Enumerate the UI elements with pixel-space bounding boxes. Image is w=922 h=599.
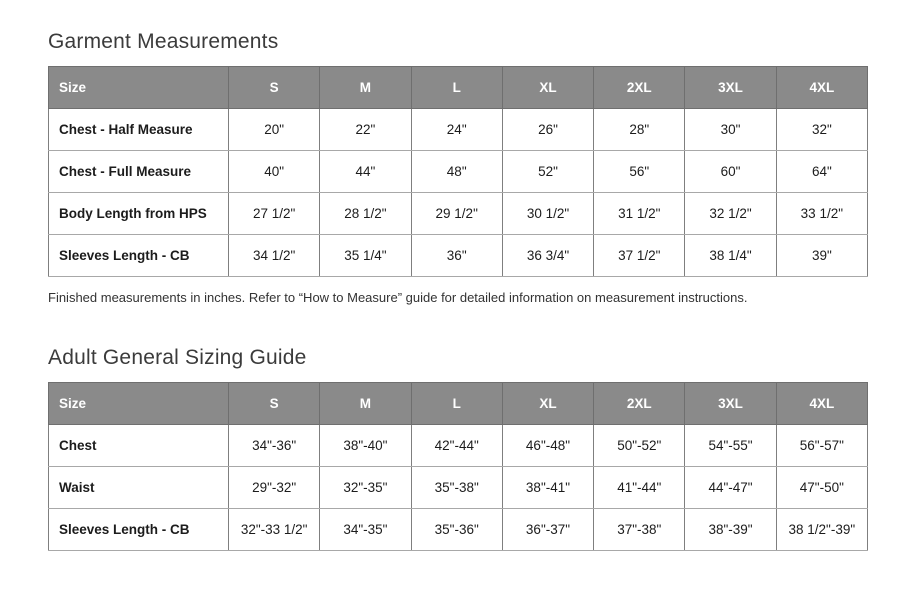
measurement-cell: 34 1/2" bbox=[229, 235, 320, 277]
size-column-header-cell: 3XL bbox=[685, 383, 776, 425]
table-row bbox=[49, 151, 868, 193]
measurement-cell: 37"-38" bbox=[594, 509, 685, 551]
measurement-cell: 32"-33 1/2" bbox=[229, 509, 320, 551]
measurement-cell: 37 1/2" bbox=[594, 235, 685, 277]
table-row bbox=[49, 109, 868, 151]
measurement-cell: 35"-38" bbox=[411, 467, 502, 509]
measurement-cell: 47"-50" bbox=[776, 467, 867, 509]
measurement-cell: 36 3/4" bbox=[502, 235, 593, 277]
size-column-header-cell: XL bbox=[502, 383, 593, 425]
size-label-header-cell: Size bbox=[49, 67, 229, 109]
row-label-cell: Waist bbox=[49, 467, 229, 509]
table-row bbox=[49, 467, 868, 509]
measurement-cell: 34"-35" bbox=[320, 509, 411, 551]
table-row bbox=[49, 425, 868, 467]
measurement-cell: 52" bbox=[502, 151, 593, 193]
measurement-cell: 22" bbox=[320, 109, 411, 151]
measurement-cell: 36" bbox=[411, 235, 502, 277]
measurement-cell: 33 1/2" bbox=[776, 193, 867, 235]
size-column-header-cell: 3XL bbox=[685, 67, 776, 109]
size-label-header-cell: Size bbox=[49, 383, 229, 425]
measurement-cell: 44" bbox=[320, 151, 411, 193]
size-column-header-cell: 4XL bbox=[776, 383, 867, 425]
measurement-cell: 32"-35" bbox=[320, 467, 411, 509]
adult-sizing-guide-table bbox=[48, 382, 868, 551]
table-row bbox=[49, 235, 868, 277]
measurement-cell: 20" bbox=[229, 109, 320, 151]
row-label-cell: Chest - Half Measure bbox=[49, 109, 229, 151]
measurement-cell: 28" bbox=[594, 109, 685, 151]
measurement-cell: 35 1/4" bbox=[320, 235, 411, 277]
measurement-cell: 30" bbox=[685, 109, 776, 151]
size-column-header-cell: 2XL bbox=[594, 67, 685, 109]
size-column-header-cell: M bbox=[320, 67, 411, 109]
measurement-cell: 38"-41" bbox=[502, 467, 593, 509]
size-column-header-cell: M bbox=[320, 383, 411, 425]
row-label-cell: Chest bbox=[49, 425, 229, 467]
measurement-cell: 48" bbox=[411, 151, 502, 193]
measurement-cell: 42"-44" bbox=[411, 425, 502, 467]
measurement-cell: 36"-37" bbox=[502, 509, 593, 551]
measurement-cell: 32" bbox=[776, 109, 867, 151]
measurement-cell: 50"-52" bbox=[594, 425, 685, 467]
measurement-cell: 35"-36" bbox=[411, 509, 502, 551]
measurement-cell: 56" bbox=[594, 151, 685, 193]
table-header-row bbox=[49, 67, 868, 109]
measurement-cell: 28 1/2" bbox=[320, 193, 411, 235]
measurement-cell: 29"-32" bbox=[229, 467, 320, 509]
measurement-cell: 27 1/2" bbox=[229, 193, 320, 235]
measurement-cell: 38 1/2"-39" bbox=[776, 509, 867, 551]
row-label-cell: Chest - Full Measure bbox=[49, 151, 229, 193]
measurement-cell: 32 1/2" bbox=[685, 193, 776, 235]
measurement-cell: 31 1/2" bbox=[594, 193, 685, 235]
measurement-cell: 41"-44" bbox=[594, 467, 685, 509]
row-label-cell: Body Length from HPS bbox=[49, 193, 229, 235]
measurement-cell: 38 1/4" bbox=[685, 235, 776, 277]
measurement-cell: 26" bbox=[502, 109, 593, 151]
size-column-header-cell: L bbox=[411, 67, 502, 109]
size-column-header-cell: S bbox=[229, 67, 320, 109]
size-column-header-cell: XL bbox=[502, 67, 593, 109]
measurement-cell: 34"-36" bbox=[229, 425, 320, 467]
garment-measurements-table bbox=[48, 66, 868, 277]
table-row bbox=[49, 193, 868, 235]
measurement-cell: 29 1/2" bbox=[411, 193, 502, 235]
measurement-cell: 24" bbox=[411, 109, 502, 151]
table-header-row bbox=[49, 383, 868, 425]
measurement-cell: 56"-57" bbox=[776, 425, 867, 467]
adult-sizing-guide-title: Adult General Sizing Guide bbox=[48, 346, 307, 369]
measurement-cell: 39" bbox=[776, 235, 867, 277]
measurement-cell: 54"-55" bbox=[685, 425, 776, 467]
measurement-cell: 64" bbox=[776, 151, 867, 193]
measurement-cell: 46"-48" bbox=[502, 425, 593, 467]
table-row bbox=[49, 509, 868, 551]
measurement-cell: 40" bbox=[229, 151, 320, 193]
measurement-cell: 38"-40" bbox=[320, 425, 411, 467]
measurements-footnote: Finished measurements in inches. Refer to “How to Measure” guide for detailed information on measurement instructions. bbox=[48, 290, 748, 305]
size-column-header-cell: 2XL bbox=[594, 383, 685, 425]
measurement-cell: 60" bbox=[685, 151, 776, 193]
size-column-header-cell: L bbox=[411, 383, 502, 425]
row-label-cell: Sleeves Length - CB bbox=[49, 509, 229, 551]
measurement-cell: 30 1/2" bbox=[502, 193, 593, 235]
size-column-header-cell: 4XL bbox=[776, 67, 867, 109]
size-column-header-cell: S bbox=[229, 383, 320, 425]
measurement-cell: 38"-39" bbox=[685, 509, 776, 551]
row-label-cell: Sleeves Length - CB bbox=[49, 235, 229, 277]
garment-measurements-title: Garment Measurements bbox=[48, 30, 279, 53]
measurement-cell: 44"-47" bbox=[685, 467, 776, 509]
